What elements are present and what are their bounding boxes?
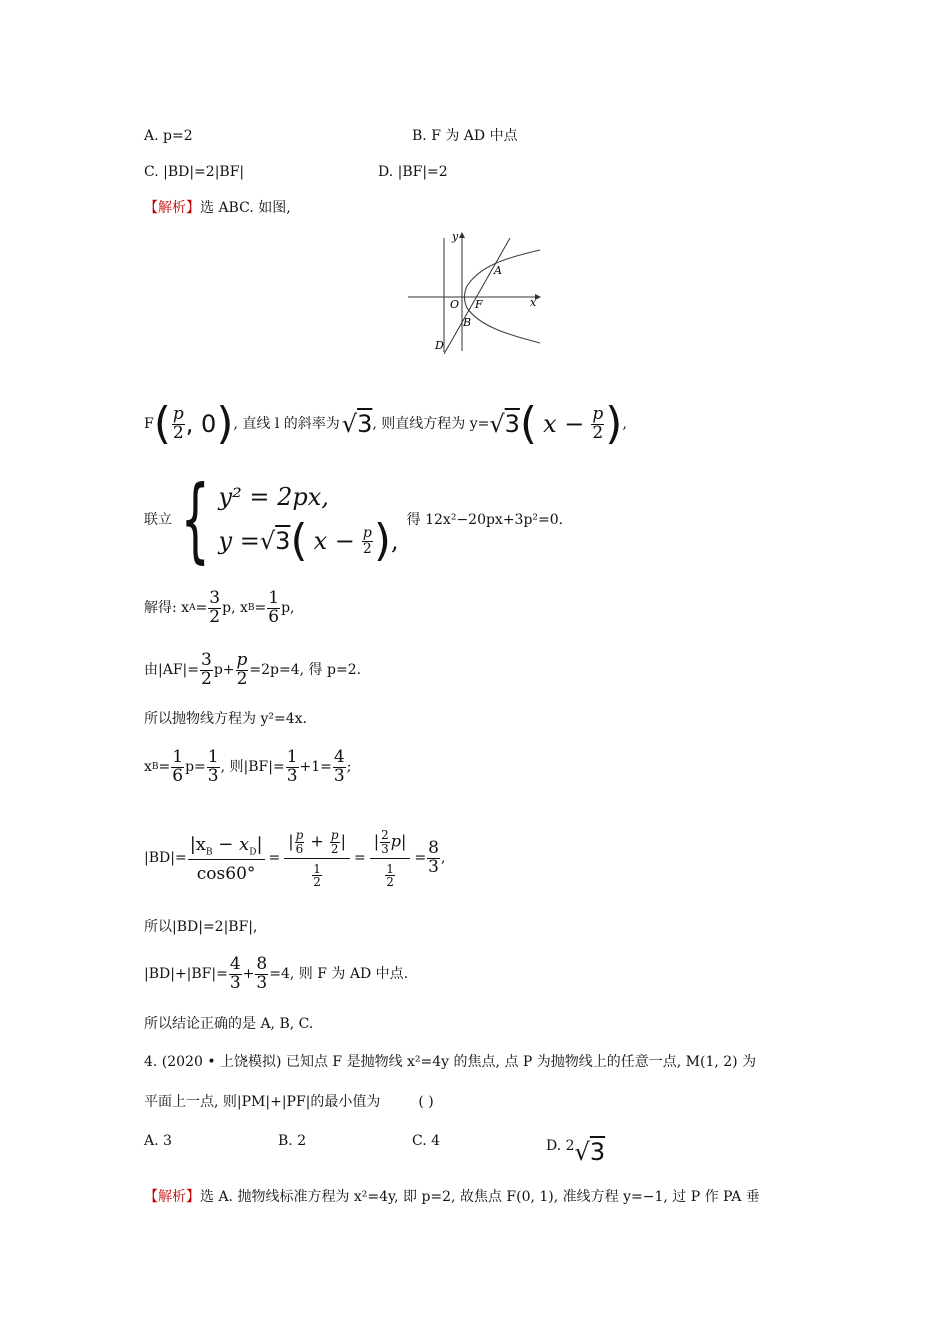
zero: , 0 — [185, 410, 217, 438]
q4-line2: 平面上一点, 则|PM|+|PF|的最小值为 ( ) — [144, 1094, 434, 1110]
slope-text: , 直线 l 的斜率为 — [233, 416, 340, 432]
q4-option-a: A. 3 — [144, 1133, 172, 1149]
point-b-label: B — [463, 316, 472, 329]
xb-line: x B = $\frac{1}{6}$ p= $\frac{1}{3}$ , 则|BF|= $\frac{1}{3}$ +1= $\frac{4}{3}$ ; — [144, 746, 352, 786]
answer-blank: ( ) — [418, 1094, 434, 1110]
sum-line: |BD|+|BF|= $\frac{4}{3}$ + $\frac{8}{3}$ =4, 则 F 为 AD 中点. — [144, 953, 409, 993]
conclusion: 所以结论正确的是 A, B, C. — [144, 1016, 314, 1032]
p-over-2: $\frac{p}{2}$ — [172, 403, 184, 443]
p-over-2-b: $\frac{p}{2}$ — [592, 403, 604, 443]
focus-label: F — [475, 298, 483, 311]
focal-line — [444, 238, 510, 354]
comma: , — [622, 416, 627, 432]
option-d: D. |BF|=2 — [378, 164, 448, 180]
q4-line1: 4. (2020 • 上饶模拟) 已知点 F 是抛物线 x²=4y 的焦点, 点 P 为抛物线上的任意一点, M(1, 2) 为 — [144, 1054, 757, 1070]
af-line: 由|AF|= $\frac{3}{2}$ p+ $\frac{p}{2}$ =2p=4, 得 p=2. — [144, 649, 362, 689]
point-a-label: A — [494, 264, 502, 277]
solution-intro: 选 ABC. 如图, — [200, 200, 291, 216]
q4-option-c: C. 4 — [412, 1133, 441, 1149]
brace: { — [180, 466, 210, 573]
left-paren: ( — [153, 398, 171, 449]
focus-f: F — [144, 416, 154, 432]
right-paren: ) — [216, 398, 234, 449]
option-a: A. p=2 — [144, 128, 193, 144]
point-d-label: D — [435, 339, 444, 352]
eq2: y = √3 ( x − $\frac{p}{2}$ ) , — [218, 515, 399, 566]
x-minus: x − — [543, 410, 585, 438]
focus-line-equation — [144, 396, 627, 452]
option-b: B. F 为 AD 中点 — [412, 128, 518, 144]
sqrt3: √3 — [341, 410, 373, 438]
y-label: y — [452, 230, 459, 243]
q4-option-d: D. 2 √3 — [546, 1138, 606, 1166]
solution-tag: 【解析】 — [144, 200, 200, 216]
parabola-equation: 所以抛物线方程为 y²=4x. — [144, 711, 307, 727]
option-c: C. |BD|=2|BF| — [144, 164, 245, 180]
bd-equals-2bf: 所以|BD|=2|BF|, — [144, 919, 258, 935]
sqrt3-b: √3 — [489, 410, 520, 438]
eq1: y² = 2px, — [218, 483, 329, 511]
system-equations — [144, 466, 564, 573]
parabola-figure — [400, 226, 550, 356]
x-label: x — [530, 296, 537, 309]
q4-solution-line: 【解析】选 A. 抛物线标准方程为 x²=4y, 即 p=2, 故焦点 F(0, 1), 准线方程 y=−1, 过 P 作 PA 垂 — [144, 1189, 760, 1205]
bd-line: |BD|= $\frac{|x_B - x_D|}{\cos 60^\circ}$ = | $\frac{p}{6}$ + $\frac{p}{2}$ | $\frac{1}{2}$ = | $\frac{2}{3}$ p| $\frac{1}{2}$ = $\frac{8}{3}$ , — [144, 828, 446, 890]
solve-line: 解得: x A = $\frac{3}{2}$ p, x B = $\frac{1}{6}$ p, — [144, 587, 295, 627]
solution-intro-line — [144, 201, 291, 215]
q4-option-b: B. 2 — [278, 1133, 307, 1149]
system-result: 得 12x²−20px+3p²=0. — [406, 512, 564, 528]
y-axis-arrow — [459, 232, 465, 238]
left-paren-2: ( — [519, 398, 538, 449]
origin-label: O — [450, 298, 460, 311]
right-paren-2: ) — [605, 398, 623, 449]
system-lines — [219, 476, 399, 564]
system-lead: 联立 — [144, 512, 172, 528]
line-eq-text: , 则直线方程为 y= — [372, 416, 490, 432]
